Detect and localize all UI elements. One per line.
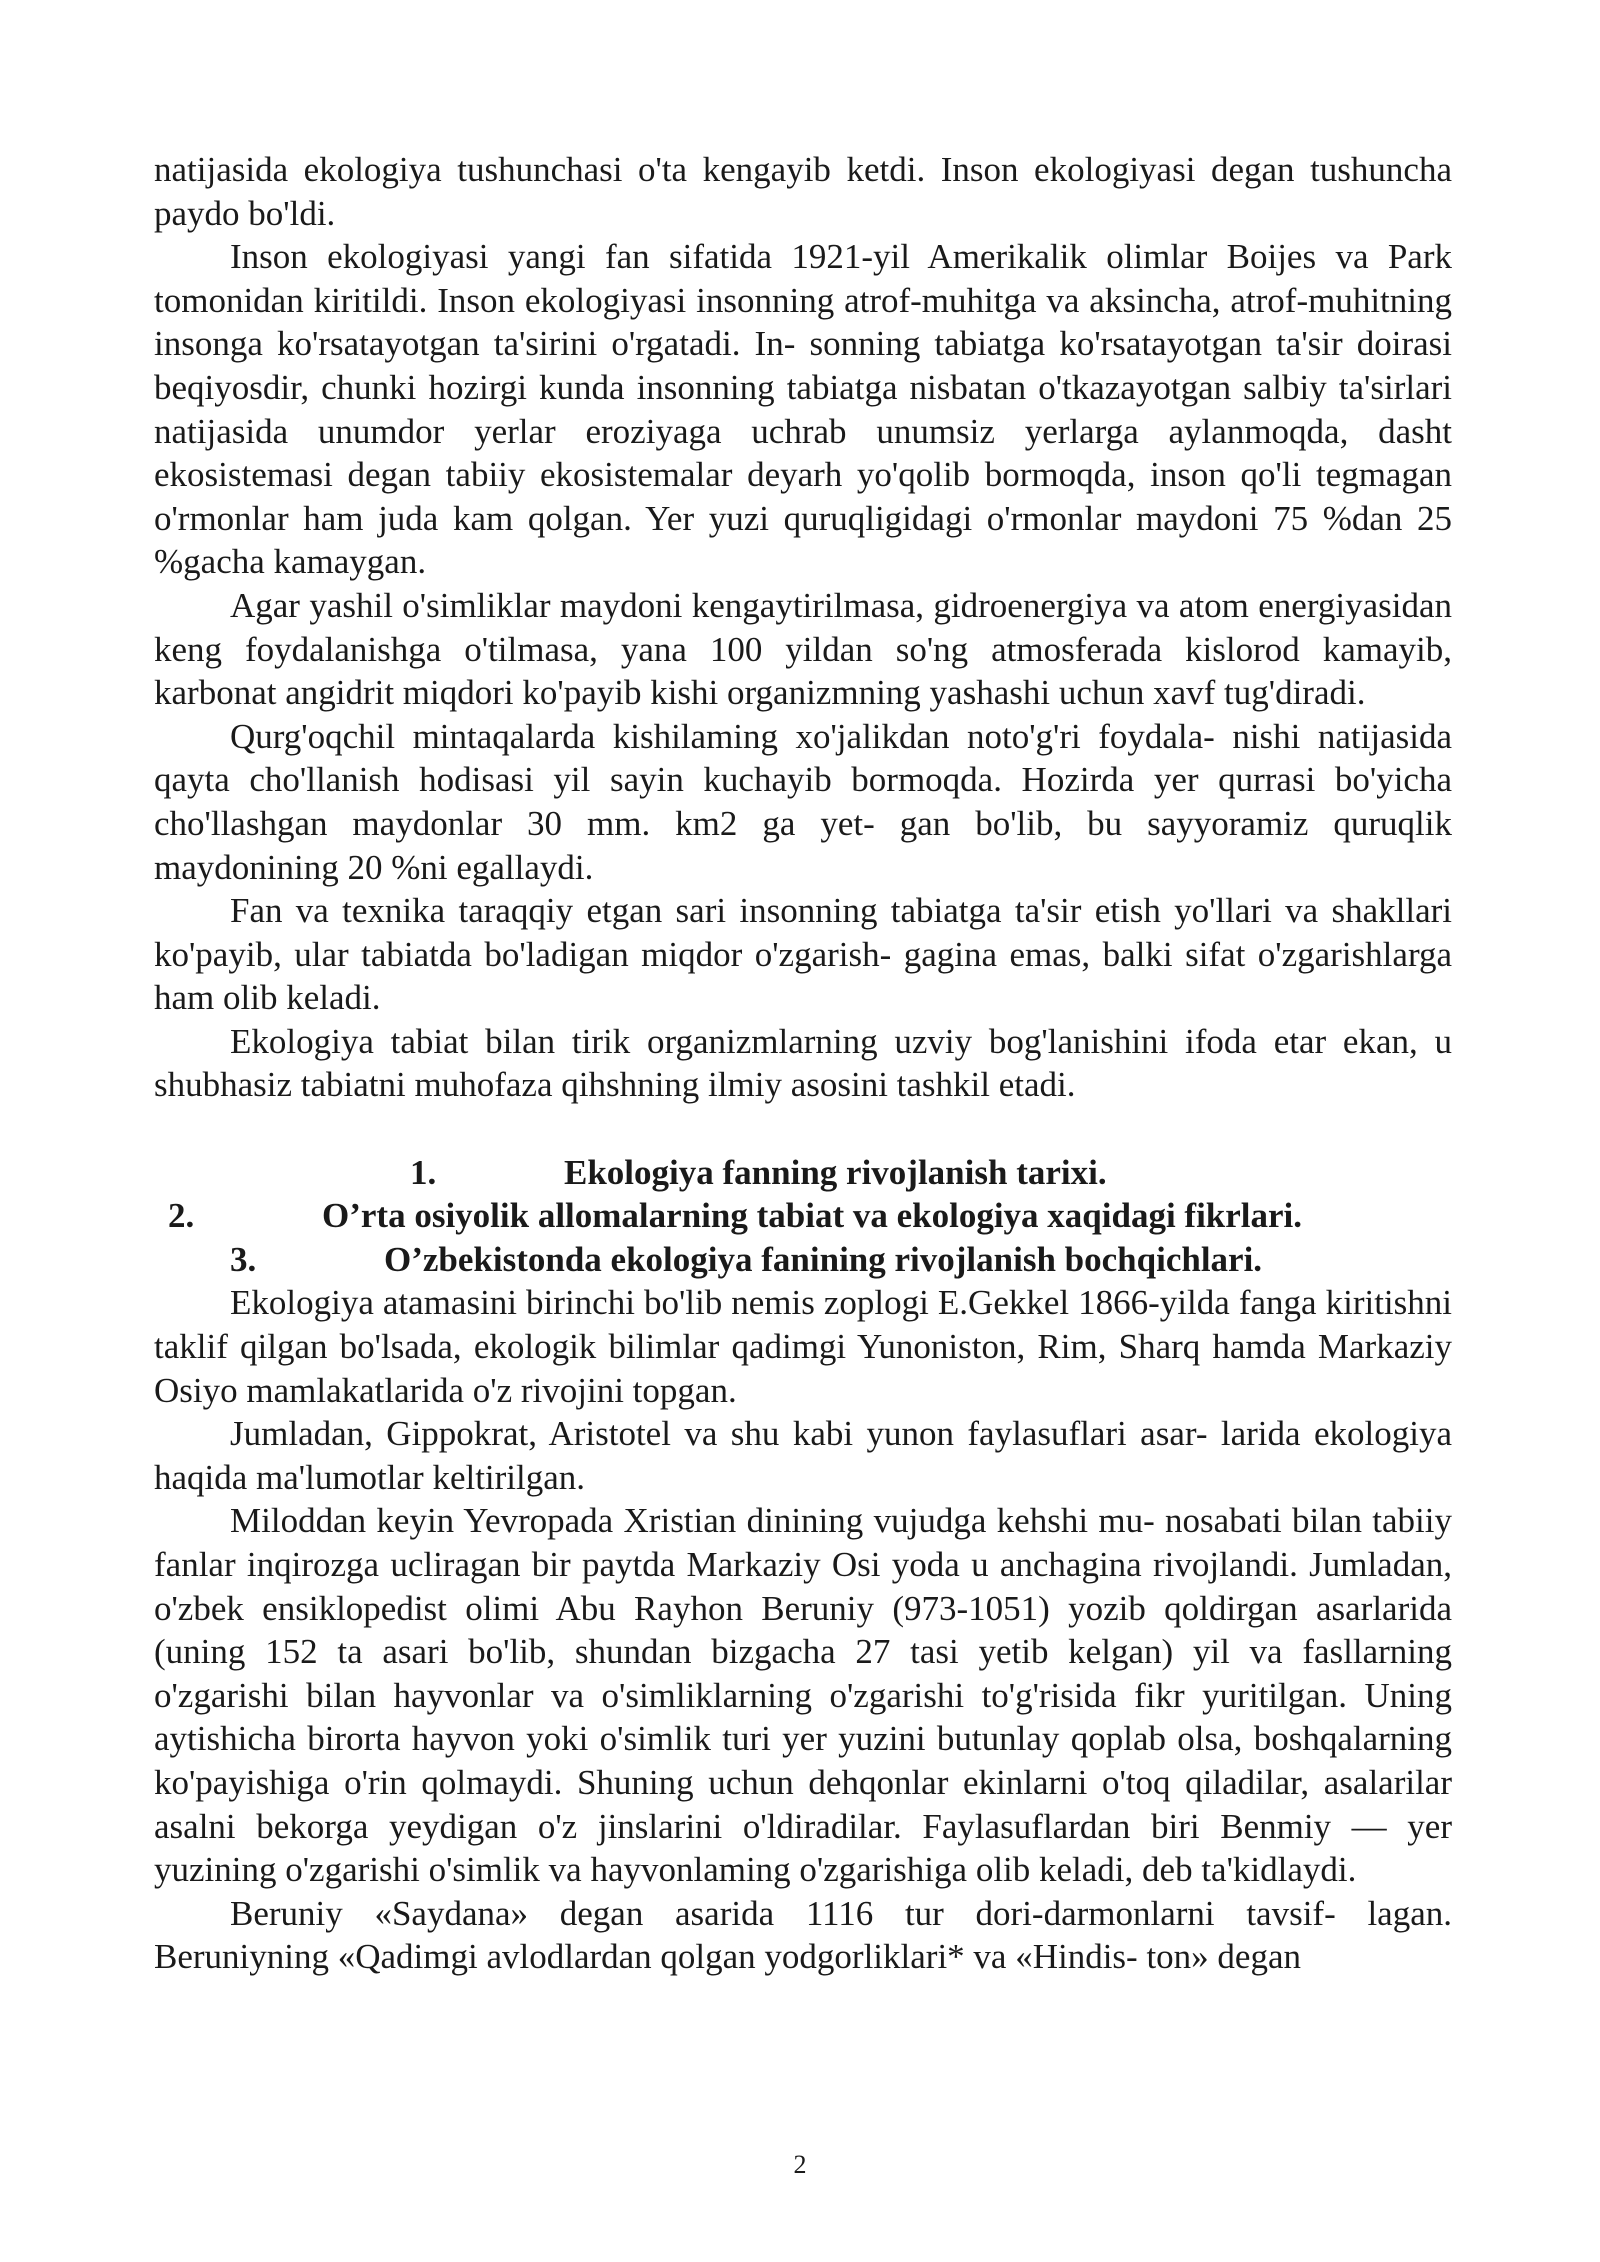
paragraph: natijasida ekologiya tushunchasi o'ta kengayib ketdi. Inson ekologiyasi degan tushuncha paydo bo'ldi.: [154, 150, 1452, 233]
paragraph: Inson ekologiyasi yangi fan sifatida 1921-yil Amerikalik olimlar Boijes va Park tomonidan kiritildi. Inson ekologiyasi insonning atrof-muhitga va aksincha, atrof-muhitning insonga ko'rsatayotgan ta'sirini o'rgatadi. In- sonning tabiatga ko'rsatayotgan ta'sir doirasi beqiyosdir, chunki hozirgi kunda insonning tabiatga nisbatan o'tkazayotgan salbiy ta'sirlari natijasida unumdor yerlar eroziyaga uchrab unumsiz yerlarga aylanmoqda, dasht ekosistemasi degan tabiiy ekosistemalar deyarh yo'qolib bormoqda, inson qo'li tegmagan o'rmonlar ham juda kam qolgan. Yer yuzi quruqligidagi o'rmonlar maydoni 75 %dan 25 %gacha kamaygan.: [154, 237, 1452, 582]
paragraph: Qurg'oqchil mintaqalarda kishilaming xo'jalikdan noto'g'ri foydala- nishi natijasida qayta cho'llanish hodisasi yil sayin kuchayib bormoqda. Hozirda yer qurrasi bo'yicha cho'llashgan maydonlar 30 mm. km2 ga yet- gan bo'lib, bu sayyoramiz quruqlik maydonining 20 %ni egallaydi.: [154, 716, 1452, 887]
heading-text: Ekologiya fanning rivojlanish tarixi.: [564, 1152, 1107, 1192]
heading-text: O’zbekistonda ekologiya fanining rivojlanish bochqichlari.: [384, 1239, 1263, 1279]
page-number: 2: [793, 2150, 807, 2179]
heading-number: 3.: [230, 1239, 257, 1279]
heading-text: O’rta osiyolik allomalarning tabiat va ekologiya xaqidagi fikrlari.: [322, 1196, 1303, 1236]
heading-number: 1.: [410, 1152, 437, 1192]
paragraph: Ekologiya atamasini birinchi bo'lib nemis zoplogi E.Gekkel 1866-yilda fanga kiritishni taklif qilgan bo'lsada, ekologik bilimlar qadimgi Yunoniston, Rim, Sharq hamda Markaziy Osiyo mamlakatlarida o'z rivojini topgan.: [154, 1283, 1452, 1410]
document-page: [154, 148, 1452, 1979]
section-heading: [154, 1238, 1452, 1282]
section-heading: [154, 1151, 1452, 1195]
paragraph: Miloddan keyin Yevropada Xristian dinining vujudga kehshi mu- nosabati bilan tabiiy fanlar inqirozga ucliragan bir paytda Markaziy Osi yoda u anchagina rivojlandi. Jumladan, o'zbek ensiklopedist olimi Abu Rayhon Beruniy (973-1051) yozib qoldirgan asarlarida (uning 152 ta asari bo'lib, shundan bizgacha 27 tasi yetib kelgan) yil va fasllarning o'zgarishi bilan hayvonlar va o'simliklarning o'zgarishi to'g'risida fikr yuritilgan. Uning aytishicha birorta hayvon yoki o'simlik turi yer yuzini butunlay qoplab olsa, boshqalarning ko'payishiga o'rin qolmaydi. Shuning uchun dehqonlar ekinlarni o'toq qiladilar, asalarilar asalni bekorga yeydigan o'z jinslarini o'ldiradilar. Faylasuflardan biri Benmiy — yer yuzining o'zgarishi o'simlik va hayvonlaming o'zgarishiga olib keladi, deb ta'kidlaydi.: [154, 1501, 1452, 1890]
paragraph: Ekologiya tabiat bilan tirik organizmlarning uzviy bog'lanishini ifoda etar ekan, u shubhasiz tabiatni muhofaza qihshning ilmiy asosini tashkil etadi.: [154, 1021, 1452, 1105]
section-heading: [154, 1194, 1452, 1238]
paragraph: Beruniy «Saydana» degan asarida 1116 tur dori-darmonlarni tavsif- lagan. Beruniyning «Qadimgi avlodlardan qolgan yodgorliklari* va «Hindis- ton» degan: [154, 1893, 1452, 1977]
paragraph: Fan va texnika taraqqiy etgan sari insonning tabiatga ta'sir etish yo'llari va shakllari ko'payib, ular tabiatda bo'ladigan miqdor o'zgarish- gagina emas, balki sifat o'zgarishlarga ham olib keladi.: [154, 891, 1452, 1018]
section-spacer: [154, 1107, 1452, 1151]
paragraph: Jumladan, Gippokrat, Aristotel va shu kabi yunon faylasuflari asar- larida ekologiya haqida ma'lumotlar keltirilgan.: [154, 1414, 1452, 1497]
heading-number: 2.: [168, 1196, 195, 1236]
paragraph: Agar yashil o'simliklar maydoni kengaytirilmasa, gidroenergiya va atom energiyasidan keng foydalanishga o'tilmasa, yana 100 yildan so'ng atmosferada kislorod kamayib, karbonat angidrit miqdori ko'payib kishi organizmning yashashi uchun xavf tug'diradi.: [154, 585, 1452, 713]
